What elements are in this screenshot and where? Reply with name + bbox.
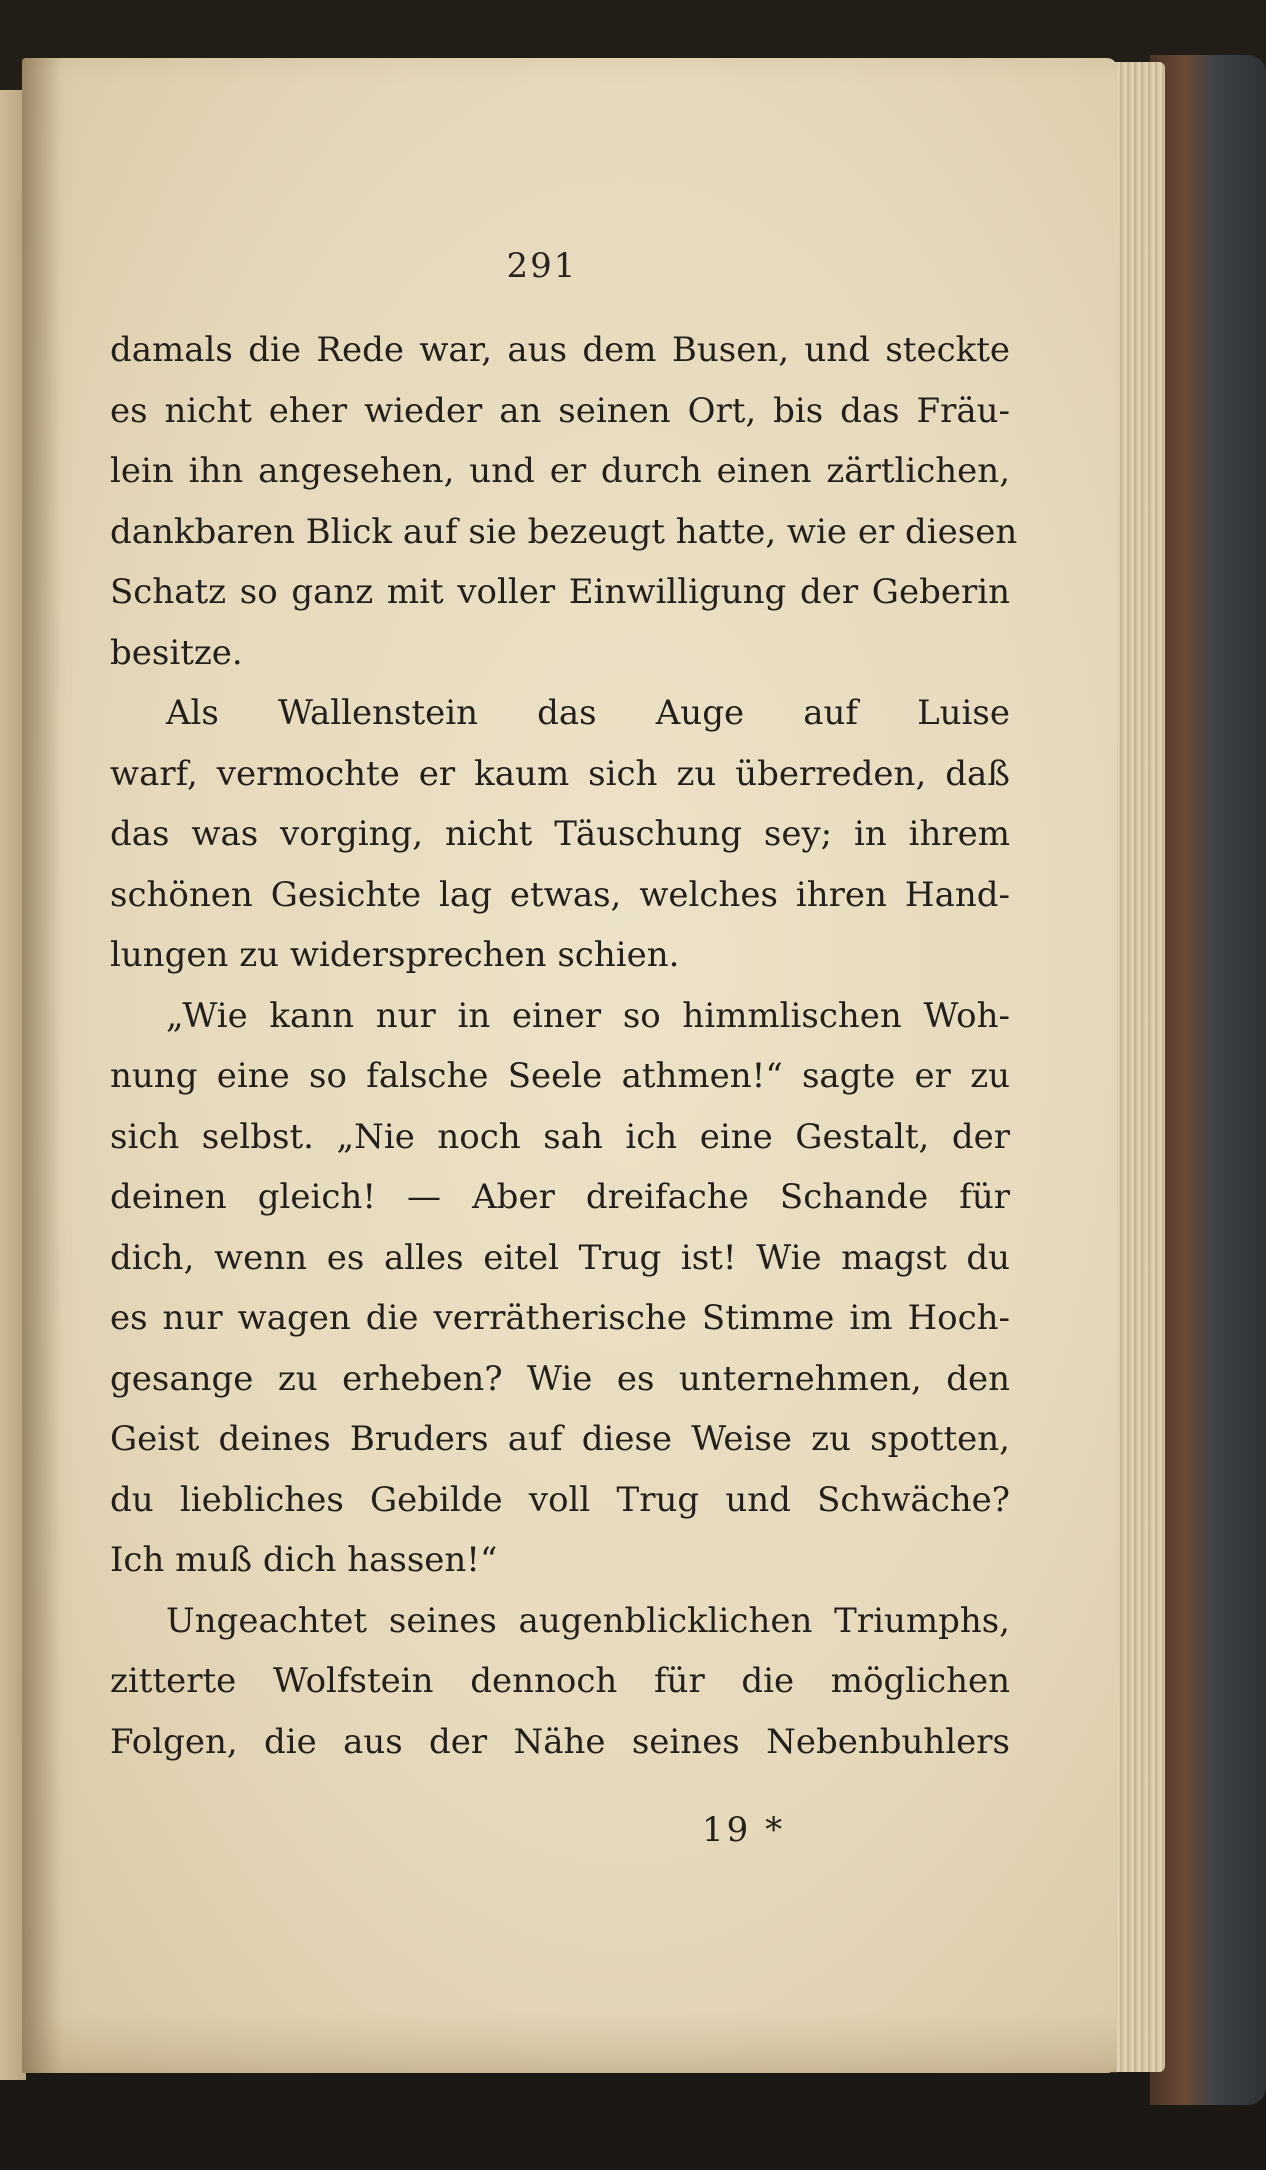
text-line: Geist deines Bruders auf diese Weise zu spotten, [110, 1419, 1010, 1459]
paragraph-start-line: „Wie kann nur in einer so himmlischen Woh- [166, 995, 1010, 1036]
signature-mark: 19 * [702, 1810, 786, 1850]
text-line: das was vorging, nicht Täuschung sey; in ihrem [110, 814, 1010, 854]
text-line: lungen zu widersprechen schien. [110, 935, 680, 975]
text-line: dankbaren Blick auf sie bezeugt hatte, wie er diesen [110, 511, 1018, 552]
text-line: Ich muß dich hassen!“ [110, 1540, 498, 1580]
book-page [22, 58, 1117, 2073]
body-text [110, 320, 1018, 1772]
text-line: lein ihn angesehen, und er durch einen zärtlichen, [110, 451, 1010, 491]
page-number: 291 [506, 246, 578, 286]
text-line: du liebliches Gebilde voll Trug und Schwäche? [110, 1479, 1010, 1520]
text-line: Folgen, die aus der Nähe seines Nebenbuhlers [110, 1721, 1010, 1762]
text-line: sich selbst. „Nie noch sah ich eine Gestalt, der [110, 1116, 1010, 1157]
text-line: nung eine so falsche Seele athmen!“ sagte er zu [110, 1056, 1010, 1096]
gutter-shadow [22, 58, 62, 2073]
text-line: warf, vermochte er kaum sich zu überreden, daß [110, 753, 1010, 794]
text-line: dich, wenn es alles eitel Trug ist! Wie magst du [110, 1237, 1010, 1278]
text-line: besitze. [110, 632, 243, 673]
text-line: schönen Gesichte lag etwas, welches ihren Hand- [110, 874, 1010, 915]
text-line: damals die Rede war, aus dem Busen, und steckte [110, 330, 1010, 370]
paragraph-start-line: Als Wallenstein das Auge auf Luise [166, 693, 1010, 733]
text-line: deinen gleich! — Aber dreifache Schande für [110, 1177, 1010, 1217]
page-bottom-shade [22, 2013, 1117, 2073]
text-line: es nur wagen die verrätherische Stimme im Hoch- [110, 1298, 1010, 1338]
text-line: zitterte Wolfstein dennoch für die möglichen [110, 1661, 1010, 1701]
book-cover-edge [1150, 55, 1266, 2105]
text-line: es nicht eher wieder an seinen Ort, bis das Fräu- [110, 390, 1010, 431]
text-line: Schatz so ganz mit voller Einwilligung der Geberin [110, 572, 1010, 612]
paragraph-start-line: Ungeachtet seines augenblicklichen Triumphs, [166, 1600, 1010, 1641]
text-line: gesange zu erheben? Wie es unternehmen, den [110, 1358, 1010, 1399]
